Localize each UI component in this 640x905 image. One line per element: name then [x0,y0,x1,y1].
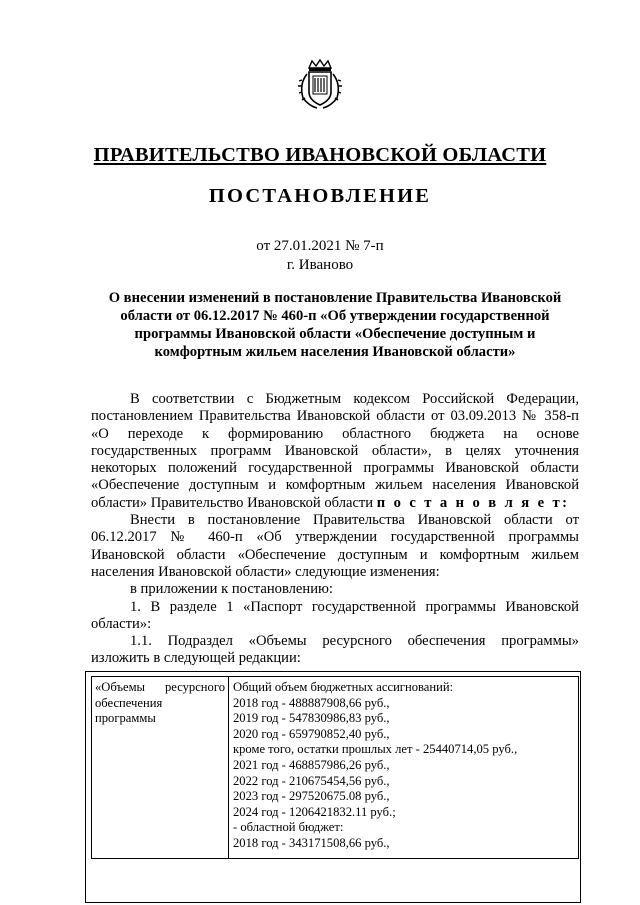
table-line: 2018 год - 488887908,66 руб., [233,695,390,710]
table-line: 2022 год - 210675454,56 руб., [233,773,390,788]
paragraph-appendix: в приложении к постановлению: [130,581,333,598]
table-value-cell [229,677,579,859]
paragraph-amend: Внести в постановление Правительства Ивановской области от 06.12.2017 № 460-п «Об утверждении государственной программы Ивановской области «Обеспечение доступным и комфортным жильем населения Ивановской области» следующие изменения: [91,512,579,580]
paragraph-preamble: В соответствии с Бюджетным кодексом Российской Федерации, постановлением Правительства Ивановской области от 03.09.2013 № 358-п «О переходе к формированию областного бюджета на основе государственных программ Ивановской области», в целях уточнения некоторых положений государственной программы Ивановской области «Обеспечение доступным и комфортным жильем населения Ивановской области» Правительство Ивановской области п о с т а н о в л я е т: [91,391,579,511]
clause-number: 1.1. [130,633,152,650]
document-date-number: от 27.01.2021 № 7-п [256,238,384,254]
document-type: ПОСТАНОВЛЕНИЕ [208,185,432,207]
resource-table [91,676,579,859]
table-line: Общий объем бюджетных ассигнований: [233,680,454,694]
document-subject: О внесении изменений в постановление Правительства Ивановской области от 06.12.2017 № 460-п «Об утверждении государственной программы Ивановской области «Обеспечение доступным и комфортным жильем населения Ивановской области» [108,290,562,360]
government-title: ПРАВИТЕЛЬСТВО ИВАНОВСКОЙ ОБЛАСТИ [93,144,547,166]
table-line: 2019 год - 547830986,83 руб., [233,711,390,726]
paragraph-section-1: 1. В разделе 1 «Паспорт государственной программы Ивановской области»: [91,598,579,632]
table-line: 2024 год - 1206421832.11 руб.; [233,804,396,819]
document-body [91,391,579,668]
table-line: кроме того, остатки прошлых лет - 25440714,05 руб., [233,742,518,757]
table-line: 2021 год - 468857986,26 руб., [233,757,390,772]
table-line: 2023 год - 297520675.08 руб., [233,789,390,804]
clause-number: 1. [130,598,141,615]
table-label-cell: «Объемы ресурсного обеспечения программы [92,677,229,859]
coat-of-arms-icon [297,58,343,110]
table-line: 2018 год - 343171508,66 руб., [233,835,390,850]
paragraph-subsection-1-1: 1.1. Подраздел «Объемы ресурсного обеспечения программы» изложить в следующей редакции: [91,633,579,667]
document-city: г. Иваново [286,257,354,273]
table-line: - областной бюджет: [233,820,344,835]
table-line: 2020 год - 659790852,40 руб., [233,726,390,741]
resolves-word: п о с т а н о в л я е т: [376,494,570,511]
table-row [92,677,579,859]
